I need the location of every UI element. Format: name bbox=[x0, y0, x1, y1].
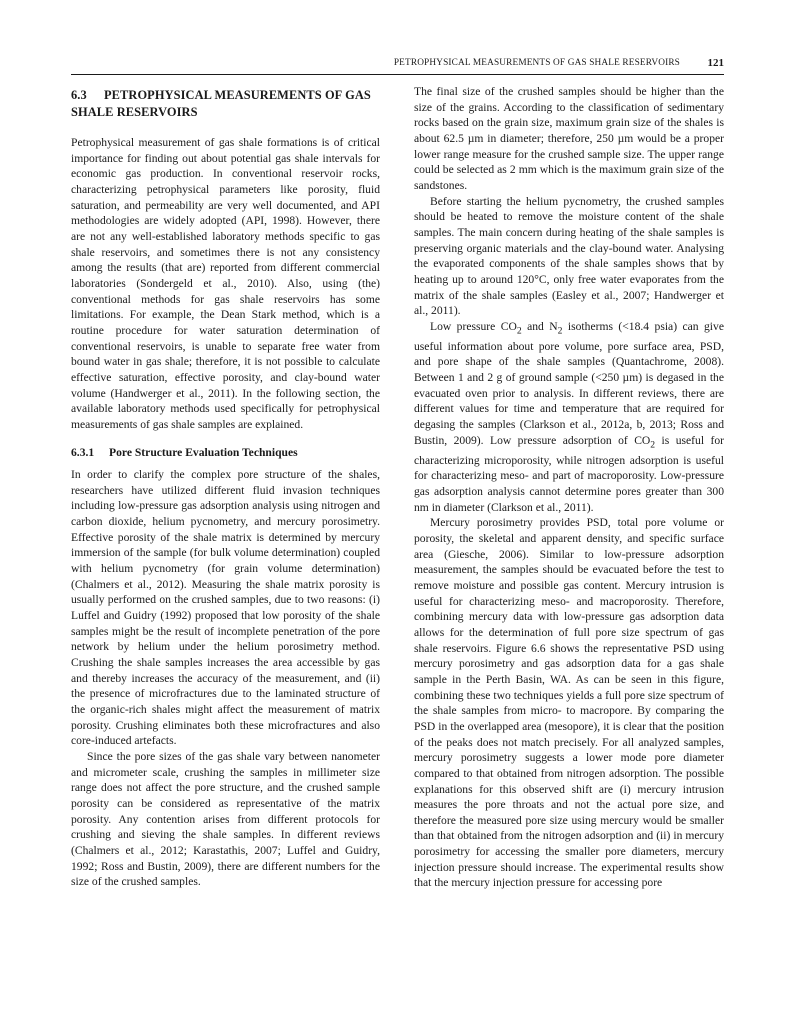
subscript-co2: 2 bbox=[516, 325, 522, 337]
subscript-co2-2: 2 bbox=[650, 439, 656, 451]
right-paragraph-1: The final size of the crushed samples should be higher than the size of the grains. According to the classification of sedimentary rocks based on the grain size, maximum grain size of the shales is about 62.5 µm in diameter; therefore, 250 µm would be a proper lower range measure for the crushed sample size. The upper range could be selected as 2 mm which is the maximum grain size of the sandstones. bbox=[414, 85, 724, 192]
subsection-number: 6.3.1 bbox=[71, 446, 95, 460]
right-paragraph-2: Before starting the helium pycnometry, the crushed samples should be heated to remove the moisture content of the shale samples. The main concern during heating of the shale samples is preserving organic materials and the clay-bound water. Analysing the evaporated components of the shale samples shows that by heating up to around 120°C, only free water evaporates from the matrix of the shale samples (Easley et al., 2007; Handwerger et al., 2011). bbox=[414, 194, 724, 318]
right-paragraph-3 bbox=[414, 319, 724, 516]
subsection-paragraph-1: In order to clarify the complex pore structure of the shales, researchers have utilized different fluid invasion techniques including low-pressure gas adsorption analysis using nitrogen and carbon dioxide, helium pycnometry, and mercury porosimetry. Effective porosity of the shale matrix is determined by mercury immersion of the sample (for bulk volume determination) coupled with helium pycnometry (for grain volume determination) (Chalmers et al., 2012). Measuring the shale matrix porosity is usually performed on the crushed samples, due to two reasons: (i) Luffel and Guidry (1992) proposed that low porosity of the shale samples might be the result of incomplete penetration of the pore network by helium under the helium porosimetry method. Crushing the shale samples increases the area accessible by gas and thereby increases the accuracy of the measurement, and (ii) the presence of microfractures due to the laminated structure of the organic-rich shales might affect the measurement of matrix porosity. Crushing eliminates both these microfractures and also core-induced artefacts. bbox=[71, 468, 380, 748]
page-number: 121 bbox=[707, 57, 724, 69]
paragraph-3-part-d: is useful for characterizing microporosity, while nitrogen adsorption is useful for characterizing meso- and part of macroporosity. Low-pressure gas adsorption analysis cannot determine pores greater than 300 nm in diameter (Clarkson et al., 2011). bbox=[414, 433, 724, 514]
subsection-title: Pore Structure Evaluation Techniques bbox=[109, 446, 298, 460]
subsection-heading bbox=[71, 445, 380, 461]
section-heading bbox=[71, 87, 380, 121]
paragraph-3-part-c: isotherms (<18.4 psia) can give useful information about pore volume, pore surface area, PSD, and pore shape of the shale samples (Quantachrome, 2008). Between 1 and 2 g of ground sample (<250 µm) is degased in the evacuated oven prior to analysis. In different reviews, there are different values for time and temperature that are required for degasing the samples (Clarkson et al., 2012a, b, 2013; Ross and Bustin, 2009). Low pressure adsorption of CO bbox=[414, 319, 724, 447]
left-column bbox=[71, 84, 380, 890]
section-number: 6.3 bbox=[71, 88, 87, 102]
section-paragraph: Petrophysical measurement of gas shale formations is of critical importance for finding out about potential gas shale intervals for economic gas production. In conventional reservoir rocks, characterizing petrophysical parameters like porosity, fluid saturation, and permeability are very well documented, and API methodologies are widely adopted (API, 1998). However, there are not any well-established laboratory methods specific to gas shale reservoirs, and sometimes there is not any consistency among the results (that are) reported from different commercial laboratories (Sondergeld et al., 2010). Also, using (the) conventional methods for gas shale reservoirs has some limitations. For example, the Dean Stark method, which is a routine procedure for water saturation determination of conventional reservoirs, is unable to separate free water from bound water in gas shale; therefore, it is not possible to calculate effective saturation, effective porosity, and clay-bound water volume (Handwerger et al., 2011). In the following section, the available laboratory methods used specifically for petrophysical measurements of gas shale samples are explained. bbox=[71, 136, 380, 431]
paragraph-3-part-b: and N bbox=[521, 319, 558, 333]
header-rule bbox=[71, 74, 724, 75]
subscript-n2: 2 bbox=[557, 325, 563, 337]
running-head-title: PETROPHYSICAL MEASUREMENTS OF GAS SHALE RESERVOIRS bbox=[393, 58, 680, 68]
right-column bbox=[414, 84, 724, 891]
running-head bbox=[71, 56, 724, 70]
section-title: PETROPHYSICAL MEASUREMENTS OF GAS SHALE RESERVOIRS bbox=[71, 88, 371, 119]
right-paragraph-4: Mercury porosimetry provides PSD, total pore volume or porosity, the skeletal and apparent density, and specific surface area (Giesche, 2006). Similar to low-pressure adsorption measurement, the samples should be evacuated before the test to remove moisture and possible gas content. Mercury intrusion is useful for characterizing meso- and macroporosity. Therefore, combining mercury data with low-pressure gas adsorption data allows for the determination of full pore size spectrum of gas shale reservoirs. Figure 6.6 shows the representative PSD using mercury porosimetry and gas adsorption data for a gas shale sample in the Perth Basin, WA. As can be seen in this figure, combining these two techniques yields a full pore size spectrum of the shale samples from micro- to macropore. By comparing the PSD in the overlapped area (mesopore), it is clear that the position of the peaks does not match precisely. For all analyzed samples, mercury porosimetry suggests a lower mode pore diameter compared to that obtained from nitrogen adsorption. The possible explanations for this observed shift are (i) mercury intrusion measures the pore throats and not the actual pore size, and therefore the measured pore size using mercury would be smaller than that obtained from the nitrogen adsorption and (ii) in mercury porosimetry for accessing the smaller pore diameters, mercury injection pressure should increase. The experimental results show that the mercury injection pressure for accessing pore bbox=[414, 516, 724, 890]
paragraph-3-part-a: Low pressure CO bbox=[430, 319, 517, 333]
subsection-paragraph-2: Since the pore sizes of the gas shale vary between nanometer and micrometer scale, crushing the samples in millimeter size range does not affect the pore structure, and the crushed sample porosity can be considered as representative of the matrix porosity. Any contention arises from different protocols for crushing and sieving the shale samples. In different reviews (Chalmers et al., 2012; Karastathis, 2007; Luffel and Guidry, 1992; Ross and Bustin, 2009), there are different numbers for the size of the crushed samples. bbox=[71, 749, 380, 889]
